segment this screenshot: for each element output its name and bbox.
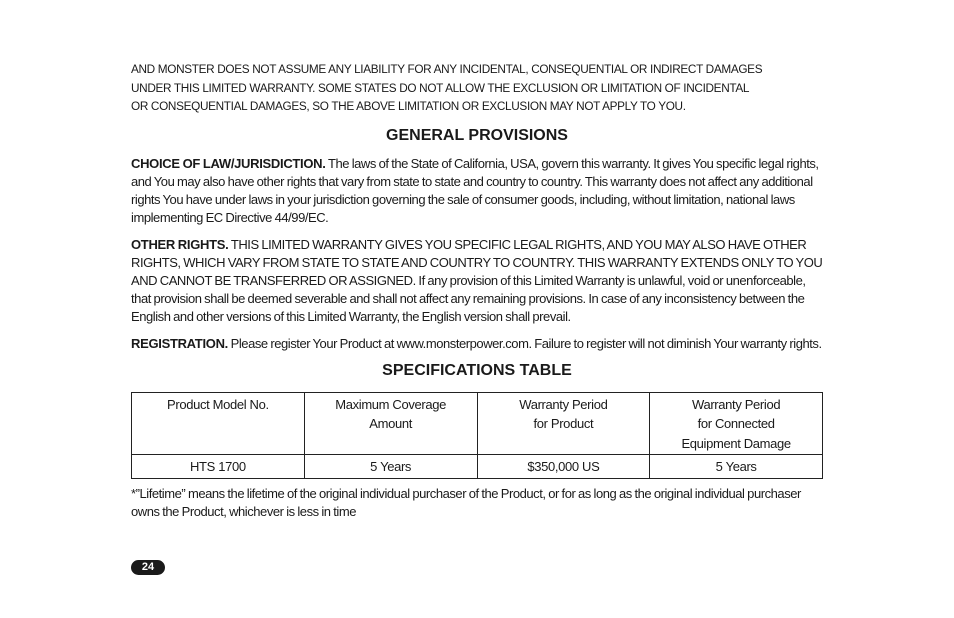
general-provisions-heading: GENERAL PROVISIONS [386,126,568,144]
header-cell-model [132,392,305,455]
other-rights-label: OTHER RIGHTS. [131,236,229,252]
header-line: Product Model No. [167,396,269,412]
disclaimer-line: UNDER THIS LIMITED WARRANTY. SOME STATES DO NOT ALLOW THE EXCLUSION OR LIMITATION OF INCIDENTAL [131,80,750,95]
specifications-table [131,392,823,479]
disclaimer-line: AND MONSTER DOES NOT ASSUME ANY LIABILITY FOR ANY INCIDENTAL, CONSEQUENTIAL OR INDIRECT DAMAGES [131,62,763,76]
other-rights-paragraph [131,236,823,326]
header-cell-warranty-product [477,392,650,455]
other-rights-text: THIS LIMITED WARRANTY GIVES YOU SPECIFIC LEGAL RIGHTS, AND YOU MAY ALSO HAVE OTHER RIGHTS, WHICH VARY FROM STATE TO STATE AND COUNTRY TO COUNTRY. THIS WARRANTY EXTENDS ONLY TO YOU AND CANNOT BE TRANSFERRED OR ASSIGNED. If any provision of this Limited Warranty is unlawful, void or unenforceable, that provision shall be deemed severable and shall not affect any remaining provisions. In case of any inconsistency between the English and other versions of this Limited Warranty, the English version shall prevail. [131,236,823,324]
header-line: Warranty Period [692,396,781,412]
table-cell: $350,000 US [477,455,650,479]
liability-disclaimer [131,60,788,116]
header-line: Maximum Coverage [335,396,446,412]
registration-label: REGISTRATION. [131,335,228,351]
page-number-badge: 24 [131,560,165,575]
header-line: Amount [369,416,412,431]
registration-text: Please register Your Product at www.monsterpower.com. Failure to register will not diminish Your warranty rights. [227,335,822,351]
registration-paragraph [131,335,823,353]
header-cell-warranty-equipment [650,392,823,455]
header-line: for Connected [697,416,775,431]
header-cell-coverage [304,392,477,455]
choice-of-law-text: The laws of the State of California, USA, govern this warranty. It gives You specific legal rights, and You may also have other rights that vary from state to state and country to country. This warranty does not affect any additional rights You have under laws in your jurisdiction governing the sale of consumer goods, including, without limitation, national laws implementing EC Directive 44/99/EC. [131,155,819,225]
table-row [132,455,823,479]
header-line: Equipment Damage [681,435,791,451]
table-cell: HTS 1700 [132,455,305,479]
disclaimer-line: OR CONSEQUENTIAL DAMAGES, SO THE ABOVE LIMITATION OR EXCLUSION MAY NOT APPLY TO YOU. [131,99,686,113]
table-header-row [132,392,823,455]
choice-of-law-paragraph [131,155,823,227]
table-cell: 5 Years [304,455,477,479]
choice-of-law-label: CHOICE OF LAW/JURISDICTION. [131,155,326,171]
table-cell: 5 Years [650,455,823,479]
specifications-heading: SPECIFICATIONS TABLE [382,361,572,379]
header-line: Warranty Period [519,396,608,412]
lifetime-footnote: *”Lifetime” means the lifetime of the original individual purchaser of the Product, or for as long as the original individual purchaser owns the Product, whichever is less in time [131,485,801,519]
header-line: for Product [533,416,594,431]
warranty-page [131,60,823,521]
